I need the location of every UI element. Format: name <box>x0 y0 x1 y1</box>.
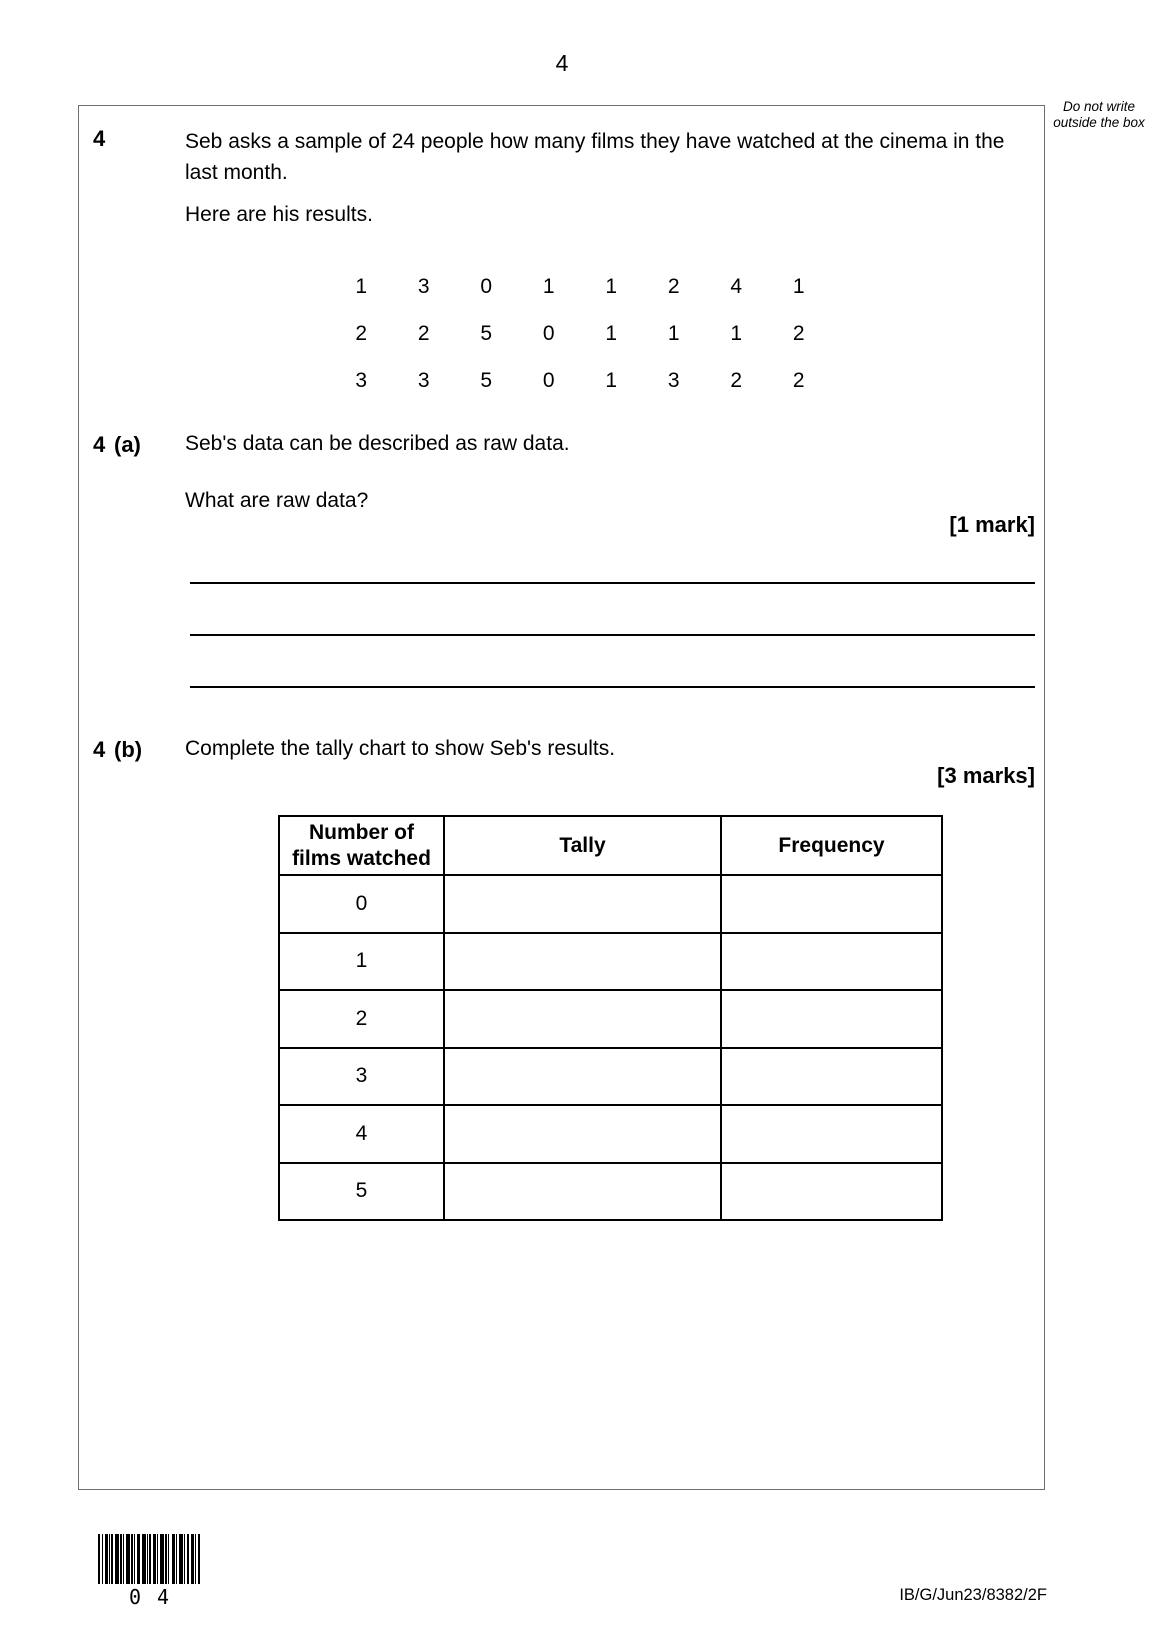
results-intro: Here are his results. <box>185 203 373 226</box>
tally-table-row <box>279 933 942 991</box>
results-value: 4 <box>730 274 743 298</box>
answer-line[interactable] <box>190 686 1035 688</box>
footer-code: IB/G/Jun23/8382/2F <box>899 1586 1047 1604</box>
tally-table-row <box>279 875 942 933</box>
tally-table-row <box>279 1163 942 1221</box>
results-value: 1 <box>792 274 805 298</box>
results-value: 1 <box>355 274 368 298</box>
results-row <box>330 263 830 310</box>
tally-table-row <box>279 1048 942 1106</box>
tally-cell[interactable] <box>444 1048 721 1106</box>
results-value: 2 <box>417 321 430 345</box>
barcode <box>98 1534 202 1589</box>
barcode-label: 0 4 <box>128 1585 172 1609</box>
col-header-tally: Tally <box>444 816 721 875</box>
part-b-label: (b) <box>114 737 143 762</box>
tally-cell[interactable] <box>444 1105 721 1163</box>
question-intro-line-1: Seb asks a sample of 24 people how many films they have watched at the cinema in the <box>185 130 1005 153</box>
results-value: 0 <box>542 368 555 392</box>
films-count-cell: 2 <box>279 990 444 1048</box>
films-count-cell: 4 <box>279 1105 444 1163</box>
results-value: 5 <box>480 321 493 345</box>
part-a-question-number: 4 <box>93 432 106 457</box>
part-a-label: (a) <box>114 432 141 457</box>
films-count-cell: 1 <box>279 933 444 991</box>
results-value: 0 <box>542 321 555 345</box>
films-count-cell: 3 <box>279 1048 444 1106</box>
do-not-write-note: Do not write outside the box <box>1053 99 1145 130</box>
results-value: 3 <box>417 274 430 298</box>
tally-cell[interactable] <box>444 933 721 991</box>
results-value: 3 <box>355 368 368 392</box>
col-header-films-line-2: films watched <box>292 846 431 870</box>
question-intro <box>185 126 1025 188</box>
answer-line[interactable] <box>190 582 1035 584</box>
answer-line[interactable] <box>190 634 1035 636</box>
tally-cell[interactable] <box>444 875 721 933</box>
tally-cell[interactable] <box>444 990 721 1048</box>
part-b-prompt: Complete the tally chart to show Seb's results. <box>185 737 616 760</box>
tally-table-row <box>279 1105 942 1163</box>
tally-chart-table <box>278 815 943 1221</box>
tally-cell[interactable] <box>444 1163 721 1221</box>
films-count-cell: 0 <box>279 875 444 933</box>
results-value: 3 <box>417 368 430 392</box>
results-value: 1 <box>605 368 618 392</box>
frequency-cell[interactable] <box>721 933 942 991</box>
results-value: 1 <box>667 321 680 345</box>
results-value: 1 <box>730 321 743 345</box>
part-b-question-number: 4 <box>93 737 106 762</box>
results-value: 3 <box>667 368 680 392</box>
question-intro-line-2: last month. <box>185 161 288 184</box>
results-value: 2 <box>792 368 805 392</box>
frequency-cell[interactable] <box>721 875 942 933</box>
frequency-cell[interactable] <box>721 1048 942 1106</box>
question-number: 4 <box>93 126 106 151</box>
frequency-cell[interactable] <box>721 1163 942 1221</box>
results-value: 0 <box>480 274 493 298</box>
col-header-frequency: Frequency <box>721 816 942 875</box>
results-value: 2 <box>355 321 368 345</box>
results-value: 1 <box>542 274 555 298</box>
results-value: 2 <box>792 321 805 345</box>
results-value: 2 <box>667 274 680 298</box>
frequency-cell[interactable] <box>721 1105 942 1163</box>
page-number: 4 <box>555 50 569 76</box>
films-count-cell: 5 <box>279 1163 444 1221</box>
results-value: 2 <box>730 368 743 392</box>
results-grid <box>330 263 830 404</box>
frequency-cell[interactable] <box>721 990 942 1048</box>
part-a-marks: [1 mark] <box>949 512 1035 537</box>
results-row <box>330 310 830 357</box>
part-b-marks: [3 marks] <box>937 763 1035 788</box>
part-a-statement: Seb's data can be described as raw data. <box>185 432 570 455</box>
results-value: 1 <box>605 274 618 298</box>
part-a-prompt: What are raw data? <box>185 489 369 512</box>
tally-table-header-row <box>279 816 942 875</box>
col-header-films-watched <box>279 816 444 875</box>
results-value: 5 <box>480 368 493 392</box>
results-value: 1 <box>605 321 618 345</box>
results-row <box>330 357 830 404</box>
tally-table-row <box>279 990 942 1048</box>
col-header-films-line-1: Number of <box>309 820 414 844</box>
